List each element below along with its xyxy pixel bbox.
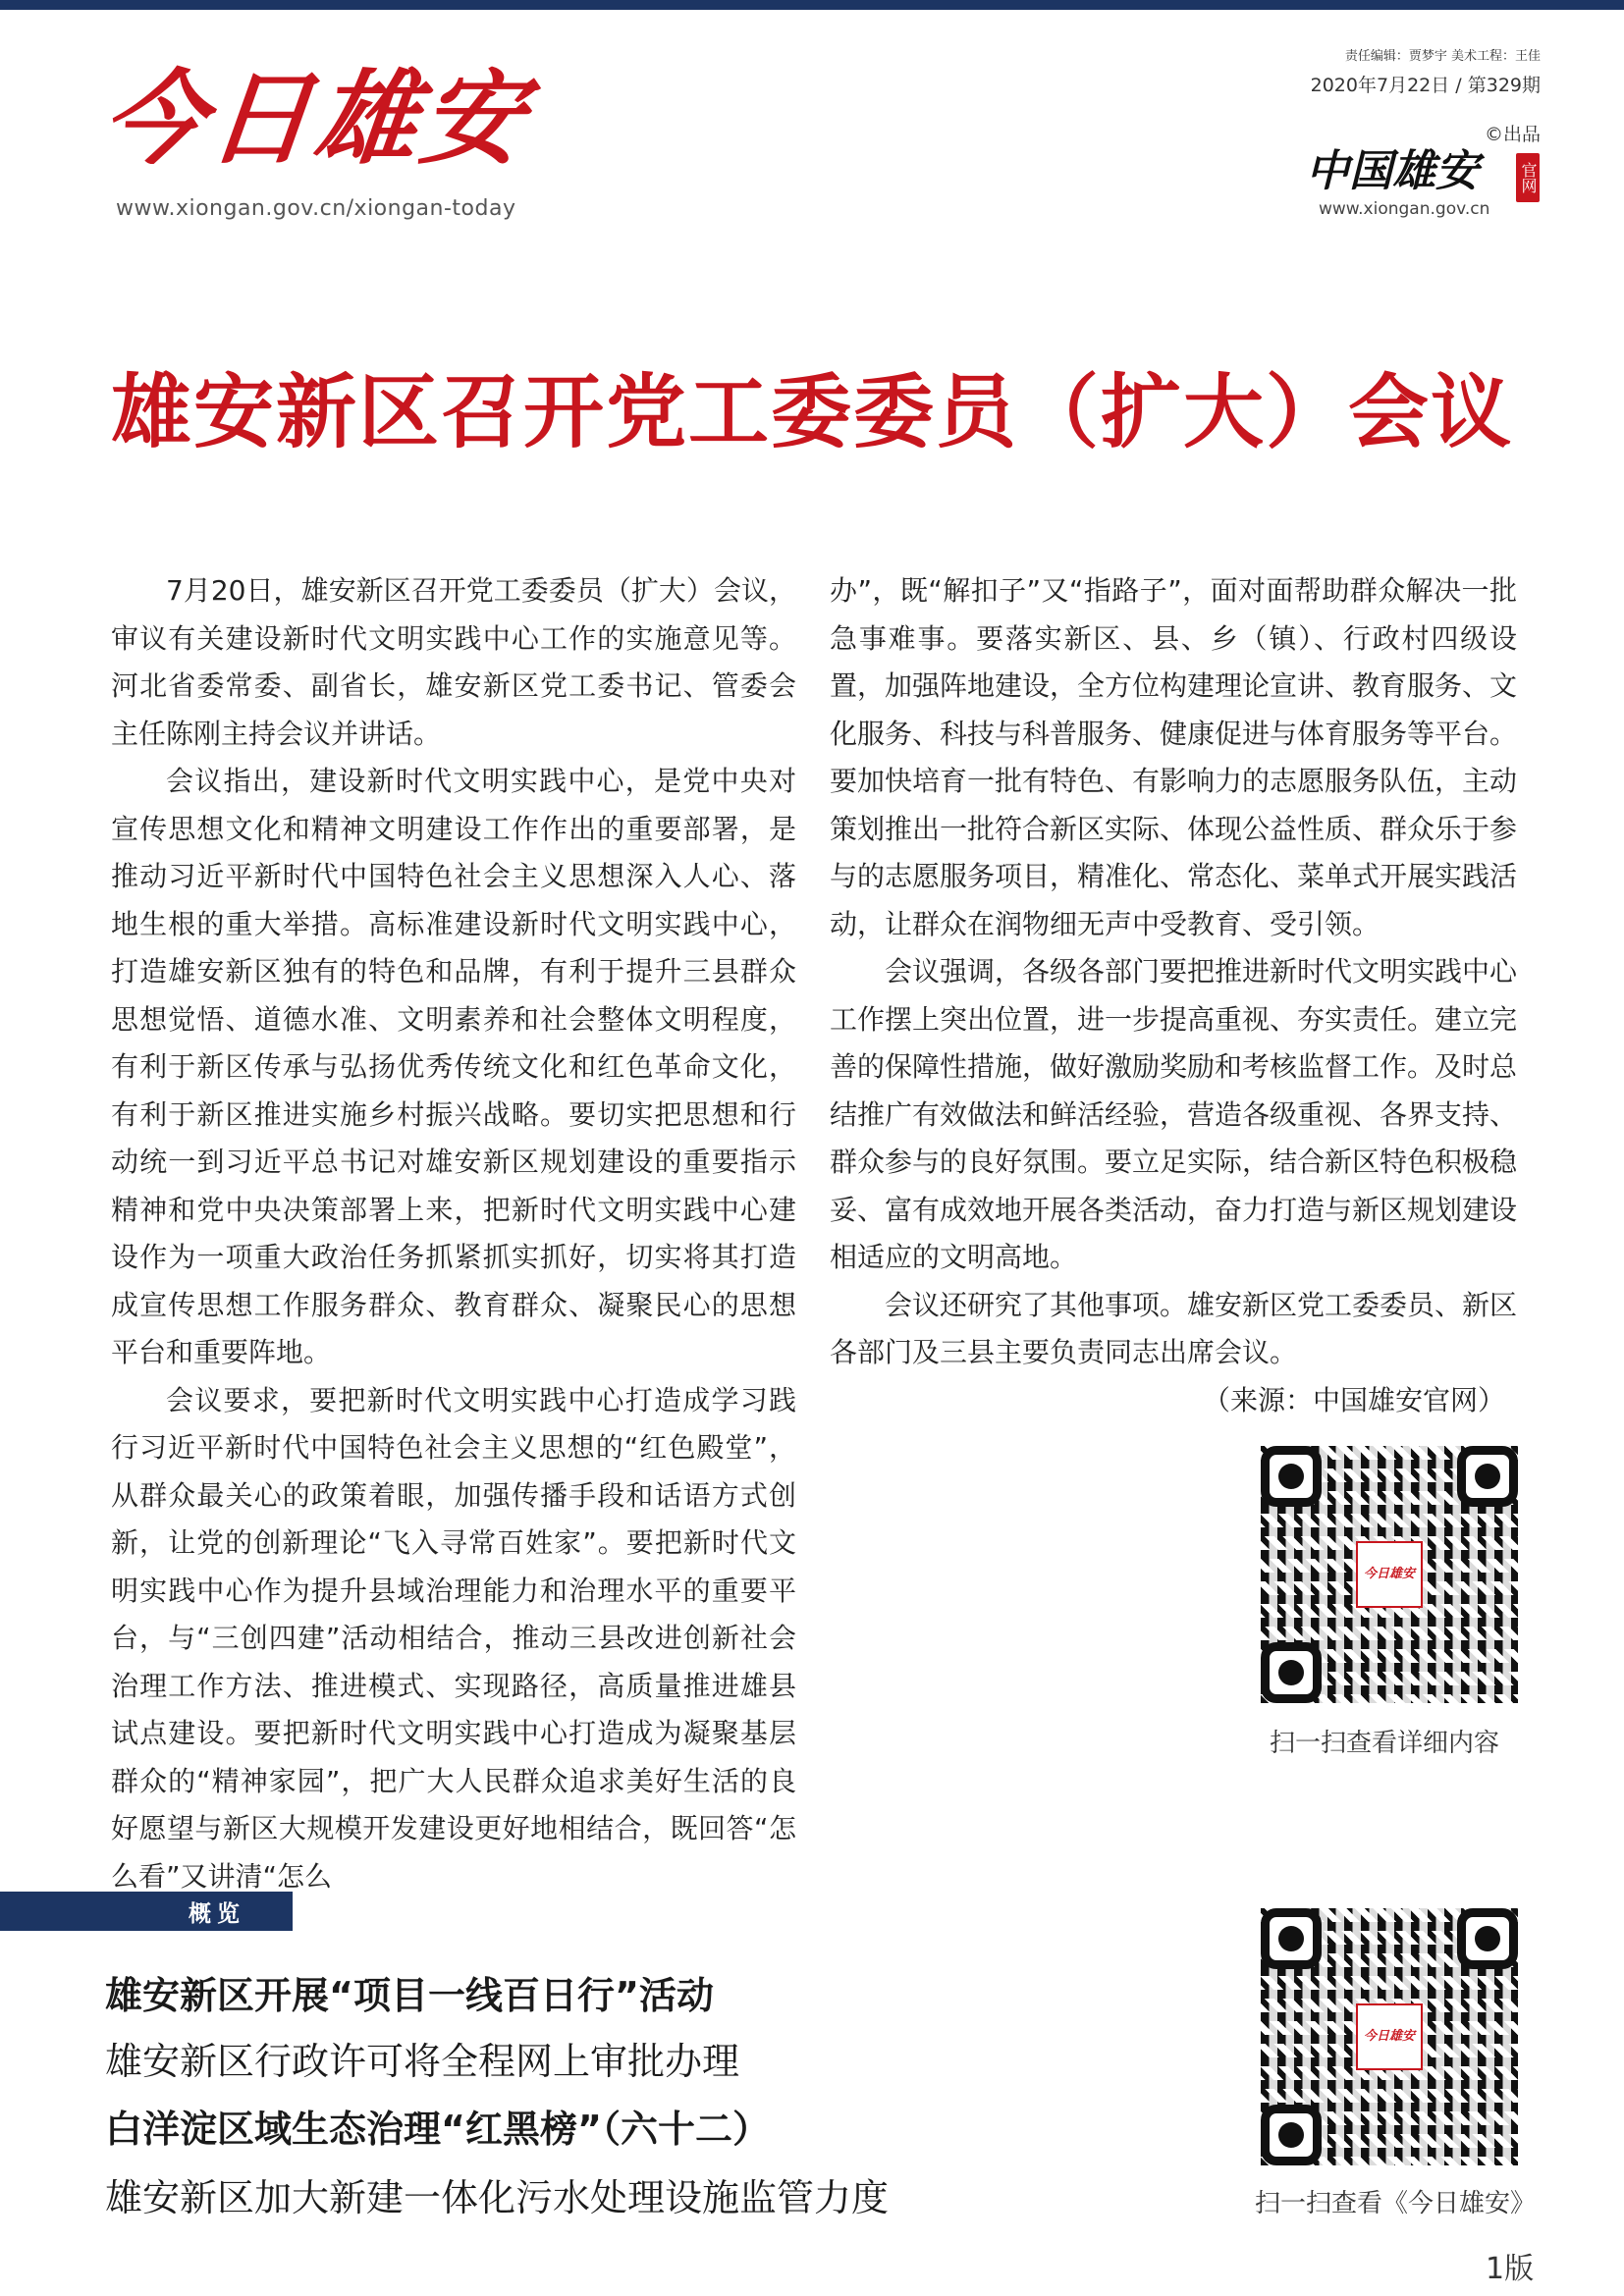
producer-label: ©出品 bbox=[1484, 124, 1541, 145]
article-paragraph: 7月20日，雄安新区召开党工委委员（扩大）会议，审议有关建设新时代文明实践中心工作的实施意见等。河北省委常委、副省长，雄安新区党工委书记、管委会主任陈刚主持会议并讲话。 bbox=[111, 574, 796, 750]
qr-center-logo: 今日雄安 bbox=[1356, 2003, 1423, 2070]
qr-caption-detail: 扫一扫查看详细内容 bbox=[1270, 1729, 1500, 1758]
qr-finder-icon bbox=[1261, 1446, 1322, 1507]
overview-bar bbox=[0, 1892, 293, 1931]
qr-finder-icon bbox=[1261, 1642, 1322, 1703]
qr-finder-icon bbox=[1261, 2105, 1322, 2165]
article-paragraph: 会议强调，各级各部门要把推进新时代文明实践中心工作摆上突出位置，进一步提高重视、夯实责任。建立完善的保障性措施，做好激励奖励和考核监督工作。及时总结推广有效做法和鲜活经验，营造各级重视、各界支持、群众参与的良好氛围。要立足实际，结合新区特色积极稳妥、富有成效地开展各类活动，奋力打造与新区规划建设相适应的文明高地。 bbox=[830, 955, 1518, 1273]
overview-item[interactable]: 雄安新区行政许可将全程网上审批办理 bbox=[105, 2040, 740, 2083]
china-xiongan-logo: 中国雄安 bbox=[1306, 146, 1479, 196]
qr-code-newspaper[interactable] bbox=[1261, 1908, 1518, 2165]
article-column-right bbox=[830, 567, 1517, 1424]
official-seal-icon: 官网 bbox=[1516, 153, 1540, 202]
masthead-logo: 今日雄安 bbox=[96, 58, 534, 179]
overview-label: 概览 bbox=[189, 1901, 245, 1927]
qr-finder-icon bbox=[1457, 1446, 1518, 1507]
overview-item[interactable]: 雄安新区加大新建一体化污水处理设施监管力度 bbox=[105, 2176, 890, 2219]
qr-code-detail[interactable] bbox=[1261, 1446, 1518, 1703]
top-color-bar bbox=[0, 0, 1624, 10]
article-paragraph: 会议还研究了其他事项。雄安新区党工委委员、新区各部门及三县主要负责同志出席会议。 bbox=[830, 1288, 1518, 1368]
china-xiongan-url[interactable]: www.xiongan.gov.cn bbox=[1319, 199, 1490, 219]
issue-date: 2020年7月22日 / 第329期 bbox=[1310, 75, 1541, 96]
article-source: （来源：中国雄安官网） bbox=[1202, 1383, 1505, 1416]
overview-item[interactable]: 白洋淀区域生态治理“红黑榜”（六十二） bbox=[105, 2108, 770, 2151]
qr-caption-newspaper: 扫一扫查看《今日雄安》 bbox=[1255, 2189, 1537, 2218]
qr-finder-icon bbox=[1261, 1908, 1322, 1969]
article-paragraph: 会议指出，建设新时代文明实践中心，是党中央对宣传思想文化和精神文明建设工作作出的重要部署，是推动习近平新时代中国特色社会主义思想深入人心、落地生根的重大举措。高标准建设新时代文明实践中心，打造雄安新区独有的特色和品牌，有利于提升三县群众思想觉悟、道德水准、文明素养和社会整体文明程度，有利于新区传承与弘扬优秀传统文化和红色革命文化，有利于新区推进实施乡村振兴战略。要切实把思想和行动统一到习近平总书记对雄安新区规划建设的重要指示精神和党中央决策部署上来，把新时代文明实践中心建设作为一项重大政治任务抓紧抓实抓好，切实将其打造成宣传思想工作服务群众、教育群众、凝聚民心的思想平台和重要阵地。 bbox=[111, 765, 796, 1368]
page-number: 1版 bbox=[1486, 2252, 1535, 2286]
article-column-left bbox=[111, 567, 796, 1900]
headline: 雄安新区召开党工委委员（扩大）会议 bbox=[110, 365, 1513, 459]
qr-finder-icon bbox=[1457, 1908, 1518, 1969]
overview-item[interactable]: 雄安新区开展“项目一线百日行”活动 bbox=[105, 1974, 714, 2017]
article-paragraph: 办”，既“解扣子”又“指路子”，面对面帮助群众解决一批急事难事。要落实新区、县、乡（镇）、行政村四级设置，加强阵地建设，全方位构建理论宣讲、教育服务、文化服务、科技与科普服务、健康促进与体育服务等平台。要加快培育一批有特色、有影响力的志愿服务队伍，主动策划推出一批符合新区实际、体现公益性质、群众乐于参与的志愿服务项目，精准化、常态化、菜单式开展实践活动，让群众在润物细无声中受教育、受引领。 bbox=[830, 574, 1518, 940]
qr-center-logo: 今日雄安 bbox=[1356, 1541, 1423, 1608]
article-paragraph: 会议要求，要把新时代文明实践中心打造成学习践行习近平新时代中国特色社会主义思想的“红色殿堂”，从群众最关心的政策着眼，加强传播手段和话语方式创新，让党的创新理论“飞入寻常百姓家”。要把新时代文明实践中心作为提升县域治理能力和治理水平的重要平台，与“三创四建”活动相结合，推动三县改进创新社会治理工作方法、推进模式、实现路径，高质量推进雄县试点建设。要把新时代文明实践中心打造成为凝聚基层群众的“精神家园”，把广大人民群众追求美好生活的良好愿望与新区大规模开发建设更好地相结合，既回答“怎么看”又讲清“怎么 bbox=[111, 1383, 796, 1893]
editor-credits: 责任编辑：贾梦宇 美术工程：王佳 bbox=[1344, 49, 1541, 64]
masthead-url[interactable]: www.xiongan.gov.cn/xiongan-today bbox=[116, 196, 516, 221]
